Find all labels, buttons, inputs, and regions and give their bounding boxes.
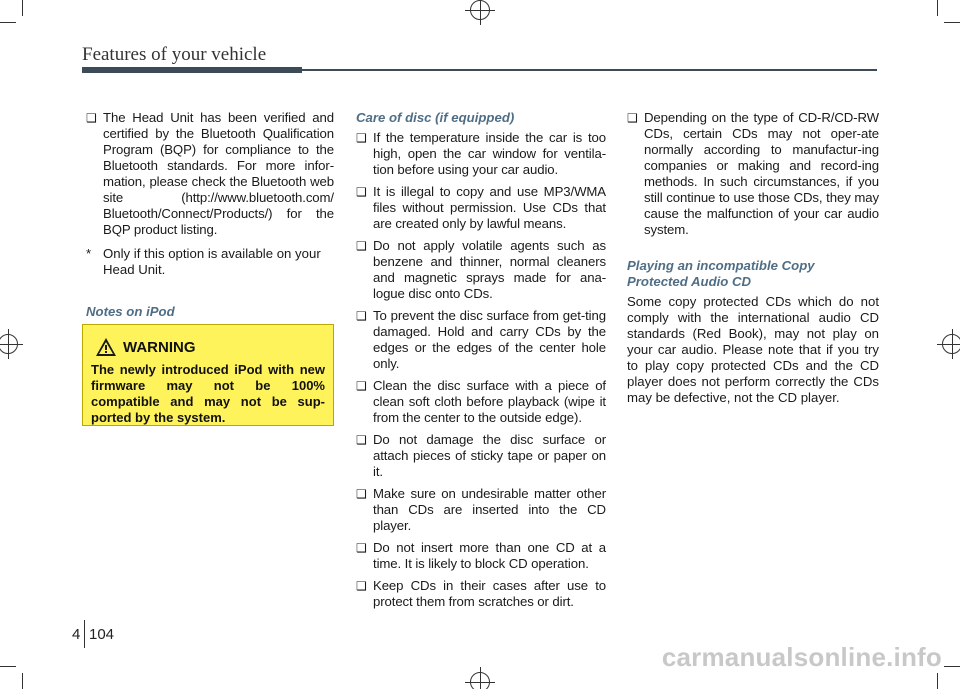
- crop-mark: [22, 673, 23, 689]
- crop-mark: [22, 0, 23, 16]
- registration-mark-icon: [470, 0, 490, 20]
- section-title-copy-protected: [627, 258, 879, 290]
- checkbox-bullet-icon: ❑: [356, 579, 367, 593]
- bullet-item: [356, 432, 606, 480]
- crop-mark: [0, 666, 16, 667]
- checkbox-bullet-icon: ❑: [356, 379, 367, 393]
- registration-mark-icon: [942, 334, 960, 354]
- bullet-text: Clean the disc surface with a piece of clean soft cloth before playback (wipe it from the center to the outside edge).: [373, 378, 606, 425]
- bullet-item: [356, 308, 606, 372]
- bullet-item: [356, 184, 606, 232]
- checkbox-bullet-icon: ❑: [356, 309, 367, 323]
- warning-text: The newly introduced iPod with new firmware may not be 100% compatible and may not be sup-ported by the system.: [91, 362, 325, 425]
- bullet-text: Depending on the type of CD-R/CD-RW CDs, certain CDs may not oper-ate normally according to manufactur-ing companies or making and record-ing methods. In such circumstances, if you still continue to use those CDs, they may cause the malfunction of your car audio system.: [644, 110, 879, 237]
- bullet-item: [356, 378, 606, 426]
- crop-mark: [0, 22, 16, 23]
- column-2: [356, 110, 606, 616]
- checkbox-bullet-icon: ❑: [356, 131, 367, 145]
- bullet-item: [356, 130, 606, 178]
- bullet-item: [356, 578, 606, 610]
- footer-divider: [84, 620, 85, 648]
- section-title-care-of-disc: Care of disc (if equipped): [356, 110, 515, 125]
- crop-mark: [937, 673, 938, 689]
- section-title-line: Protected Audio CD: [627, 274, 752, 289]
- checkbox-bullet-icon: ❑: [356, 185, 367, 199]
- crop-mark: [944, 22, 960, 23]
- checkbox-bullet-icon: ❑: [356, 239, 367, 253]
- bullet-text: Do not apply volatile agents such as benzene and thinner, normal cleaners and magnetic sprays made for ana-logue disc onto CDs.: [373, 238, 606, 301]
- registration-mark-icon: [470, 672, 490, 689]
- warning-title: WARNING: [123, 338, 196, 356]
- body-paragraph: Some copy protected CDs which do not comply with the international audio CD standards (Red Book), may not play on your car audio. Please note that if you try to play copy protected CDs and the CD player does not perform correctly the CDs may be defective, not the CD player.: [627, 294, 879, 405]
- page-number: 104: [89, 626, 115, 643]
- bullet-text: If the temperature inside the car is too high, open the car window for ventila-tion before using your car audio.: [373, 130, 606, 177]
- checkbox-bullet-icon: ❑: [356, 433, 367, 447]
- bullet-text: It is illegal to copy and use MP3/WMA files without permission. Use CDs that are created only by lawful means.: [373, 184, 606, 231]
- column-1: [86, 110, 334, 324]
- crop-mark: [944, 666, 960, 667]
- crop-mark: [937, 0, 938, 16]
- bullet-text: Make sure on undesirable matter other than CDs are inserted into the CD player.: [373, 486, 606, 533]
- bullet-text: Do not damage the disc surface or attach pieces of sticky tape or paper on it.: [373, 432, 606, 479]
- registration-mark-icon: [0, 334, 18, 354]
- bullet-item: [356, 238, 606, 302]
- bullet-text: Keep CDs in their cases after use to protect them from scratches or dirt.: [373, 578, 606, 609]
- section-title-line: Playing an incompatible Copy: [627, 258, 815, 273]
- bullet-item: [86, 110, 334, 238]
- page-header-title: Features of your vehicle: [82, 44, 267, 65]
- checkbox-bullet-icon: ❑: [86, 111, 97, 125]
- bullet-item: [356, 486, 606, 534]
- bullet-item: [627, 110, 879, 238]
- checkbox-bullet-icon: ❑: [356, 541, 367, 555]
- column-3: [627, 110, 879, 406]
- section-title-ipod: Notes on iPod: [86, 304, 175, 319]
- warning-triangle-icon: [95, 337, 117, 357]
- header-rule-thin: [302, 69, 877, 71]
- checkbox-bullet-icon: ❑: [627, 111, 638, 125]
- bullet-text: The Head Unit has been verified and certified by the Bluetooth Qualification Program (BQP) for compliance to the Bluetooth standards. For more infor-mation, please check the Bluetooth web site (http://www.bluetooth.com/ Bluetooth/Connect/Products/) for the BQP product listing.: [103, 110, 334, 237]
- warning-header: [91, 337, 325, 357]
- asterisk-marker: *: [86, 246, 92, 261]
- warning-box: [82, 324, 334, 426]
- footnote-text: Only if this option is available on your Head Unit.: [103, 246, 321, 277]
- checkbox-bullet-icon: ❑: [356, 487, 367, 501]
- watermark: carmanualsonline.info: [661, 642, 942, 672]
- chapter-number: 4: [72, 626, 81, 643]
- footnote: [86, 246, 334, 278]
- bullet-text: Do not insert more than one CD at a time. It is likely to block CD operation.: [373, 540, 606, 571]
- bullet-text: To prevent the disc surface from get-ting damaged. Hold and carry CDs by the edges or the edges of the center hole only.: [373, 308, 606, 371]
- header-rule-thick: [82, 67, 302, 73]
- bullet-item: [356, 540, 606, 572]
